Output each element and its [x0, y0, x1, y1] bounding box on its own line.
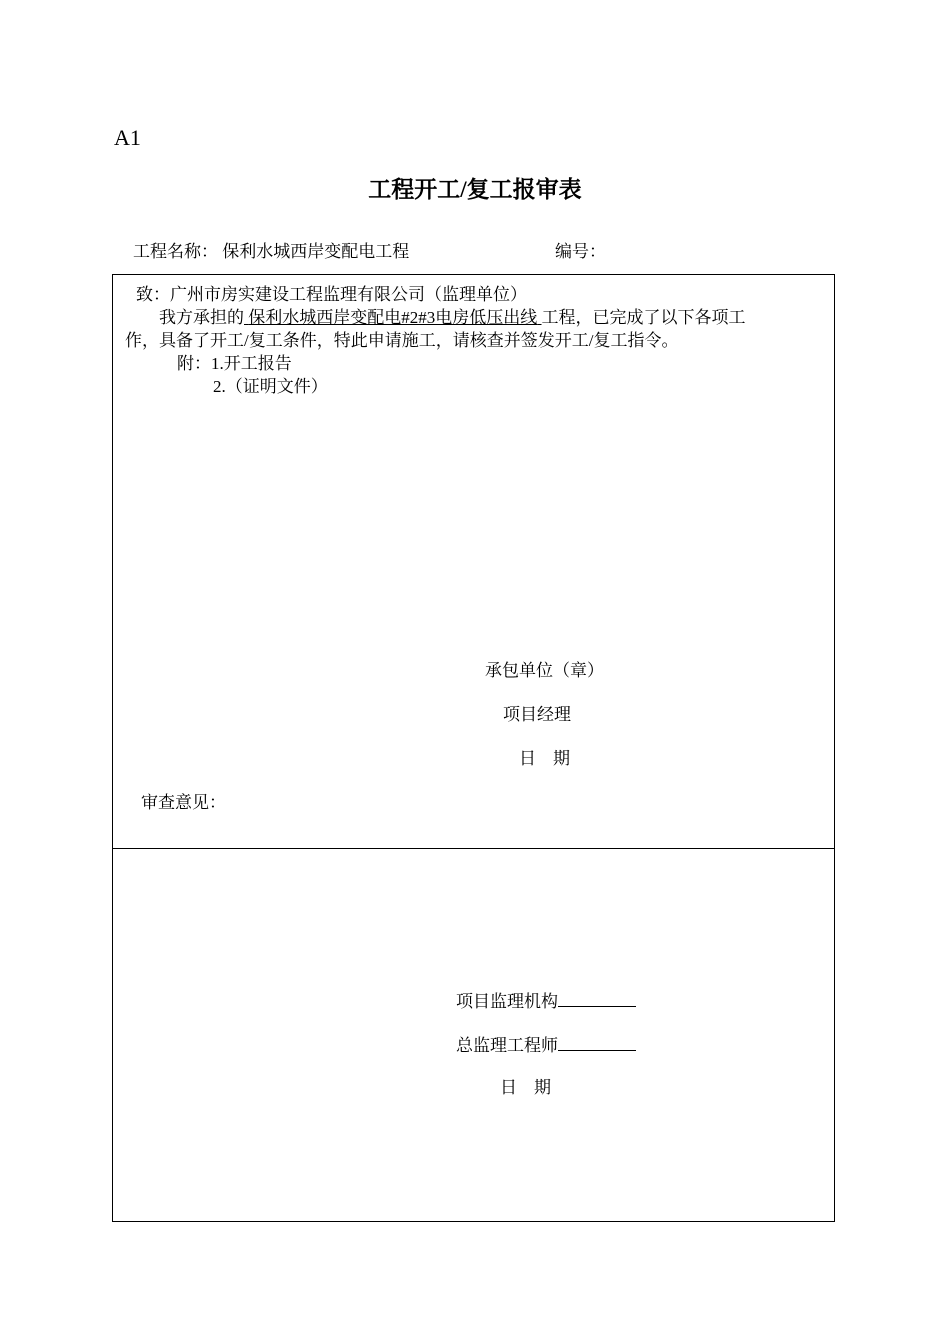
application-body-line1 — [159, 306, 746, 329]
chief-engineer-line — [456, 1032, 636, 1057]
supervision-org-line — [456, 988, 636, 1013]
review-opinion-label: 审查意见： — [141, 793, 226, 812]
project-manager-label: 项目经理 — [503, 705, 571, 724]
chief-engineer-label: 总监理工程师 — [456, 1036, 558, 1055]
serial-number-label: 编号： — [555, 242, 606, 261]
chief-engineer-blank — [558, 1032, 636, 1051]
attachment-1: 附：1.开工报告 — [177, 354, 292, 373]
form-code: A1 — [114, 125, 141, 150]
form-title: 工程开工/复工报审表 — [368, 177, 582, 202]
supervision-org-blank — [558, 988, 636, 1007]
project-name-label: 工程名称： — [133, 242, 218, 261]
contractor-seal-label: 承包单位（章） — [485, 661, 604, 680]
contractor-date-label: 日 期 — [519, 749, 570, 768]
attachment-2: 2.（证明文件） — [213, 377, 328, 396]
form-table — [112, 274, 835, 1222]
application-body-line2: 作，具备了开工/复工条件，特此申请施工，请核查并签发开工/复工指令。 — [125, 331, 679, 350]
body-suffix: 工程，已完成了以下各项工 — [541, 308, 746, 327]
project-name-value: 保利水城西岸变配电工程 — [222, 242, 410, 261]
body-project-name: 保利水城西岸变配电#2#3电房低压出线 — [248, 308, 538, 327]
supervision-date-label: 日 期 — [500, 1078, 551, 1097]
body-prefix: 我方承担的 — [159, 308, 244, 327]
project-name-line — [133, 240, 409, 264]
section-divider — [113, 848, 834, 849]
supervision-org-label: 项目监理机构 — [456, 992, 558, 1011]
addressee-line: 致：广州市房实建设工程监理有限公司（监理单位） — [136, 285, 527, 304]
